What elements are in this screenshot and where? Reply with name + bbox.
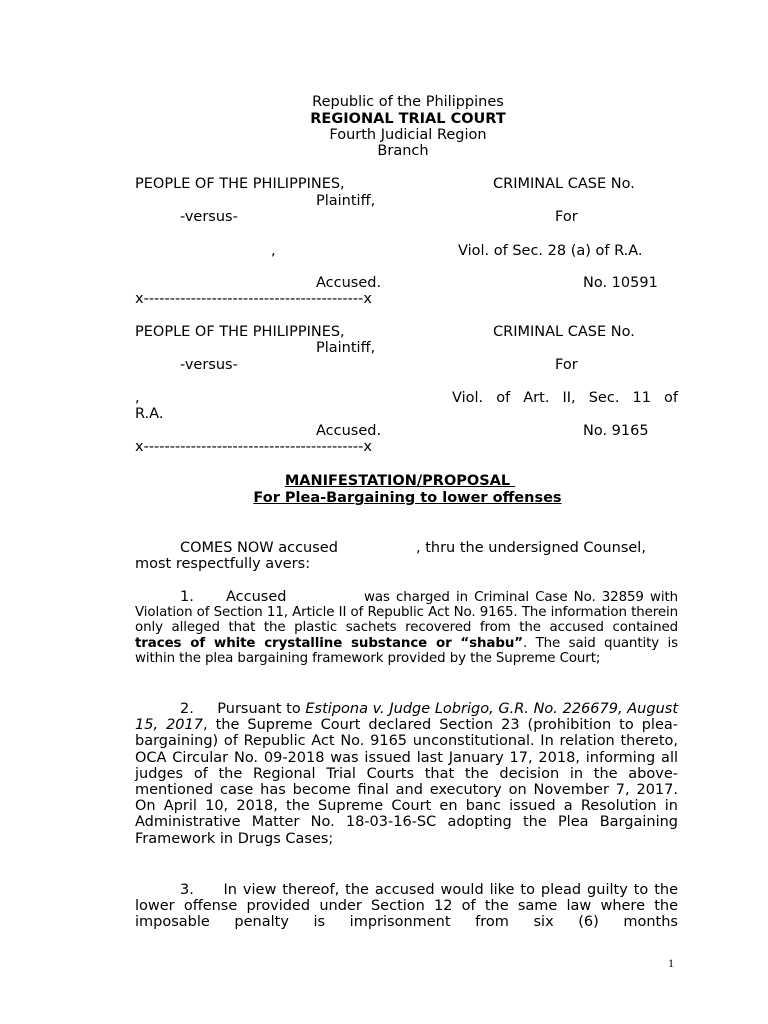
page-number: 1	[668, 956, 674, 970]
case2-violation: Viol. of Art. II, Sec. 11 of	[452, 390, 678, 406]
case1-versus: -versus-	[180, 209, 238, 225]
case2-ra-number: No. 9165	[583, 423, 649, 439]
case1-case-no-label: CRIMINAL CASE No.	[493, 176, 635, 192]
p1-body	[135, 590, 678, 666]
p3-text: In view thereof, the accused would like to plead guilty to the lower offense provided under Section 12 of the same law where the imposable penalty is imprisonment from six (6) months	[135, 882, 678, 931]
header-republic: Republic of the Philippines	[312, 94, 504, 110]
intro-line1-b: , thru the undersigned Counsel,	[416, 540, 646, 556]
intro-line1-a: COMES NOW accused	[180, 540, 338, 556]
case1-people: PEOPLE OF THE PHILIPPINES,	[135, 176, 345, 192]
document-subtitle: For Plea-Bargaining to lower offenses	[253, 490, 562, 506]
p1-number: 1.	[180, 589, 194, 605]
case2-versus: -versus-	[180, 357, 238, 373]
p2-italic-citation: Estipona v. Judge Lobrigo, G.R. No. 226679, August 15, 2017	[135, 701, 678, 734]
case2-violation-cont: R.A.	[135, 406, 164, 422]
case1-divider: x------------------------------------------x	[135, 291, 372, 307]
case2-people: PEOPLE OF THE PHILIPPINES,	[135, 324, 345, 340]
case2-accused: Accused.	[316, 423, 382, 439]
case2-comma: ,	[135, 390, 140, 406]
case2-plaintiff: Plaintiff,	[316, 340, 376, 356]
p1-accused: Accused	[226, 589, 287, 605]
case1-accused: Accused.	[316, 275, 382, 291]
p3-body	[135, 882, 678, 931]
p2-body	[135, 701, 678, 847]
header-branch: Branch	[377, 143, 429, 159]
p1-text-a: was charged in Criminal Case No. 32859 with Violation of Section 11, Article II of Republic Act No. 9165. The information therein only alleged that the plastic sachets recovered from the accused contained	[135, 590, 678, 636]
p2-text-b: , the Supreme Court declared Section 23 (prohibition to plea-bargaining) of Republic Act No. 9165 unconstitutional. In relation thereto, OCA Circular No. 09-2018 was issued last January 17, 2018, informing all judges of the Regional Trial Courts that the decision in the above-mentioned case has become final and executory on November 7, 2017. On April 10, 2018, the Supreme Court en banc issued a Resolution in Administrative Matter No. 18-03-16-SC adopting the Plea Bargaining Framework in Drugs Cases;	[135, 717, 678, 847]
intro-line2: most respectfully avers:	[135, 556, 311, 572]
case2-divider: x------------------------------------------x	[135, 439, 372, 455]
p2-number: 2.	[180, 701, 194, 717]
document-title: MANIFESTATION/PROPOSAL	[284, 473, 516, 489]
p1-text-c: . The said quantity is within the plea bargaining framework provided by the Supreme Court;	[135, 635, 678, 666]
case1-plaintiff: Plaintiff,	[316, 193, 376, 209]
p3-number: 3.	[180, 882, 194, 898]
case1-ra-number: No. 10591	[583, 275, 658, 291]
header-region: Fourth Judicial Region	[329, 127, 487, 143]
case2-case-no-label: CRIMINAL CASE No.	[493, 324, 635, 340]
case1-violation: Viol. of Sec. 28 (a) of R.A.	[458, 243, 643, 259]
header-court: REGIONAL TRIAL COURT	[310, 111, 506, 127]
case2-for: For	[555, 357, 578, 373]
case1-comma: ,	[271, 243, 276, 259]
p2-text-a: Pursuant to	[217, 701, 306, 717]
p1-bold-text: traces of white crystalline substance or “shabu”	[135, 635, 523, 651]
case1-for: For	[555, 209, 578, 225]
